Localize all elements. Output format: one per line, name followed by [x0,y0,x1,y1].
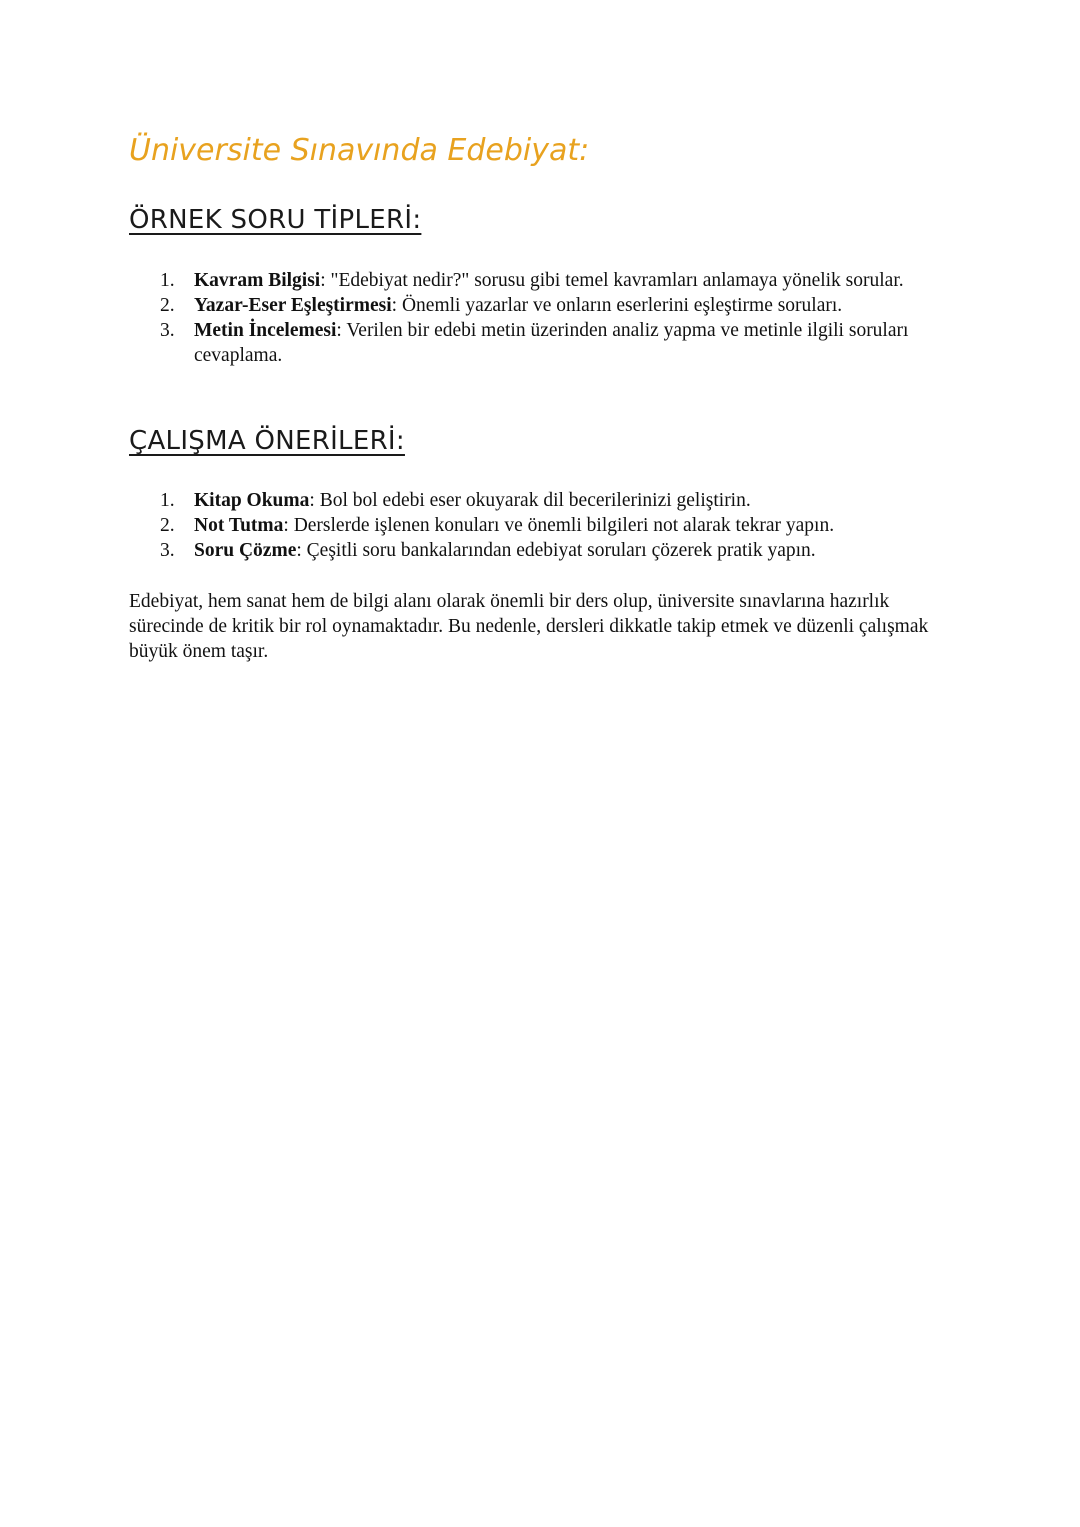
list-item-term: Kavram Bilgisi [194,270,321,291]
list-item [160,293,940,318]
list-number: 2. [160,295,175,316]
page-title: Üniversite Sınavında Edebiyat: [129,133,590,168]
section-heading-study-tips: ÇALIŞMA ÖNERİLERİ: [129,426,405,456]
list-number: 3. [160,540,175,561]
list-item-text: : Verilen bir edebi metin üzerinden analiz yapma ve metinle ilgili soruları cevaplama. [194,320,909,366]
list-item-term: Metin İncelemesi [194,320,337,341]
list-item [160,268,940,293]
section-heading-question-types: ÖRNEK SORU TİPLERİ: [129,205,422,235]
list-item [160,513,940,538]
list-item-term: Yazar-Eser Eşleştirmesi [194,295,392,316]
list-number: 1. [160,270,175,291]
closing-paragraph: Edebiyat, hem sanat hem de bilgi alanı olarak önemli bir ders olup, üniversite sınavlarına hazırlık sürecinde de kritik bir rol oynamaktadır. Bu nedenle, dersleri dikkatle takip etmek ve düzenli çalışmak büyük önem taşır. [129,591,929,662]
list-item-text: : "Edebiyat nedir?" sorusu gibi temel kavramları anlamaya yönelik sorular. [320,270,904,291]
list-item-term: Kitap Okuma [194,490,310,511]
list-item-term: Soru Çözme [194,540,297,561]
list-item-term: Not Tutma [194,515,284,536]
question-types-list [160,268,940,368]
list-number: 3. [160,320,175,341]
list-number: 2. [160,515,175,536]
list-item [160,318,940,368]
list-item [160,538,940,563]
list-item-text: : Bol bol edebi eser okuyarak dil becerilerinizi geliştirin. [309,490,751,511]
list-item-text: : Önemli yazarlar ve onların eserlerini eşleştirme soruları. [391,295,843,316]
list-item-text: : Çeşitli soru bankalarından edebiyat soruları çözerek pratik yapın. [296,540,816,561]
list-item-text: : Derslerde işlenen konuları ve önemli bilgileri not alarak tekrar yapın. [283,515,835,536]
study-tips-list [160,488,940,563]
list-item [160,488,940,513]
list-number: 1. [160,490,175,511]
